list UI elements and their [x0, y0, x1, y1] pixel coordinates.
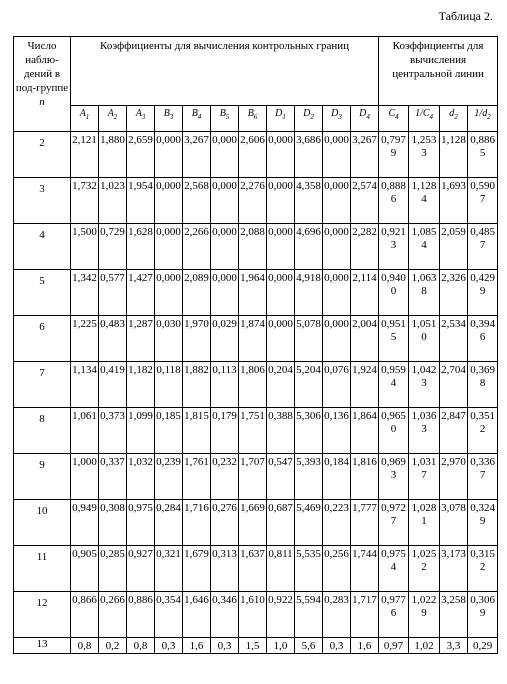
coefficient-cell: 2,089 [183, 270, 211, 316]
coefficient-cell: 1,882 [183, 362, 211, 408]
header-subgroup-symbol: n [39, 96, 45, 108]
coefficient-cell: 2,114 [351, 270, 379, 316]
coefficient-symbol: B [219, 107, 226, 119]
coefficient-cell: 5,078 [295, 316, 323, 362]
coefficient-header [71, 105, 99, 131]
coefficient-cell: 2,121 [71, 132, 99, 178]
coefficient-cell: 1,864 [351, 408, 379, 454]
coefficient-header [267, 105, 295, 131]
subgroup-size-cell: 4 [14, 224, 71, 270]
coefficient-cell: 0,9693 [379, 454, 409, 500]
coefficient-cell: 1,099 [127, 408, 155, 454]
coefficient-subscript: 2 [310, 112, 314, 121]
coefficient-cell: 0,905 [71, 546, 99, 592]
coefficient-cell: 1,646 [183, 592, 211, 638]
coefficient-cell: 0,547 [267, 454, 295, 500]
subgroup-size-cell: 13 [14, 638, 71, 654]
table-row [14, 316, 498, 362]
coefficient-cell: 1,954 [127, 178, 155, 224]
coefficient-cell: 0,113 [211, 362, 239, 408]
coefficient-cell: 1,0363 [409, 408, 440, 454]
subgroup-size-cell: 9 [14, 454, 71, 500]
coefficient-cell: 0,29 [468, 638, 498, 654]
coefficient-cell: 0,3698 [468, 362, 498, 408]
coefficient-cell: 3,267 [351, 132, 379, 178]
coefficient-cell: 1,000 [71, 454, 99, 500]
coefficient-cell: 0,927 [127, 546, 155, 592]
coefficient-cell: 0,3 [323, 638, 351, 654]
coefficient-cell: 0,8 [127, 638, 155, 654]
table-row [14, 454, 498, 500]
table-row [14, 270, 498, 316]
header-subgroup-label: Число наблю-дений в под-группе [15, 40, 69, 94]
coefficient-cell: 0,9594 [379, 362, 409, 408]
coefficient-subscript: 4 [429, 112, 434, 121]
coefficient-cell: 0,354 [155, 592, 183, 638]
coefficient-cell: 0,000 [267, 132, 295, 178]
coefficient-cell: 0,000 [155, 270, 183, 316]
coefficient-symbol: d [449, 107, 455, 119]
coefficient-cell: 1,815 [183, 408, 211, 454]
coefficient-cell: 0,2 [99, 638, 127, 654]
subgroup-size-cell: 6 [14, 316, 71, 362]
coefficient-cell: 3,3 [440, 638, 468, 654]
coefficient-cell: 1,0281 [409, 500, 440, 546]
coefficient-cell: 0,000 [155, 178, 183, 224]
coefficient-cell: 1,061 [71, 408, 99, 454]
header-control-limits: Коэффициенты для вычисления контрольных границ [71, 37, 379, 106]
coefficient-cell: 0,000 [267, 316, 295, 362]
coefficient-subscript: 2 [113, 112, 118, 121]
table-row [14, 592, 498, 638]
coefficient-cell: 0,000 [267, 270, 295, 316]
coefficient-cell: 5,6 [295, 638, 323, 654]
coefficient-cell: 0,8 [71, 638, 99, 654]
coefficient-subscript: 2 [487, 112, 491, 121]
coefficient-cell: 1,342 [71, 270, 99, 316]
coefficient-cell: 2,282 [351, 224, 379, 270]
table-row [14, 362, 498, 408]
coefficient-cell: 0,687 [267, 500, 295, 546]
coefficient-cell: 4,918 [295, 270, 323, 316]
coefficient-cell: 0,232 [211, 454, 239, 500]
coefficient-symbol: A [79, 107, 86, 119]
coefficient-cell: 1,874 [239, 316, 267, 362]
coefficient-cell: 0,346 [211, 592, 239, 638]
coefficient-cell: 0,313 [211, 546, 239, 592]
coefficient-cell: 1,970 [183, 316, 211, 362]
coefficient-header [211, 105, 239, 131]
coefficient-cell: 1,0252 [409, 546, 440, 592]
coefficient-symbols-row [14, 105, 498, 131]
coefficient-symbol: B [191, 107, 198, 119]
coefficient-header [295, 105, 323, 131]
coefficient-cell: 1,0 [267, 638, 295, 654]
coefficient-cell: 1,761 [183, 454, 211, 500]
coefficient-cell: 0,4299 [468, 270, 498, 316]
coefficient-cell: 4,358 [295, 178, 323, 224]
coefficient-cell: 1,628 [127, 224, 155, 270]
table-row [14, 178, 498, 224]
coefficient-subscript: 3 [169, 112, 174, 121]
coefficient-cell: 5,306 [295, 408, 323, 454]
coefficient-cell: 0,419 [99, 362, 127, 408]
coefficient-cell: 1,6 [183, 638, 211, 654]
coefficient-cell: 2,568 [183, 178, 211, 224]
coefficient-cell: 0,256 [323, 546, 351, 592]
coefficient-cell: 0,118 [155, 362, 183, 408]
coefficient-cell: 0,3367 [468, 454, 498, 500]
coefficient-cell: 2,534 [440, 316, 468, 362]
coefficient-cell: 3,258 [440, 592, 468, 638]
coefficient-cell: 0,8865 [468, 132, 498, 178]
coefficient-cell: 1,023 [99, 178, 127, 224]
coefficient-cell: 0,3152 [468, 546, 498, 592]
coefficient-cell: 0,321 [155, 546, 183, 592]
coefficient-cell: 0,239 [155, 454, 183, 500]
coefficient-cell: 5,594 [295, 592, 323, 638]
table-row [14, 224, 498, 270]
coefficient-cell: 0,029 [211, 316, 239, 362]
coefficient-cell: 1,6 [351, 638, 379, 654]
coefficient-header [183, 105, 211, 131]
coefficient-symbol: B [247, 107, 254, 119]
coefficient-cell: 3,267 [183, 132, 211, 178]
coefficient-cell: 2,970 [440, 454, 468, 500]
coefficient-header [468, 105, 498, 131]
coefficient-cell: 1,500 [71, 224, 99, 270]
coefficient-cell: 4,696 [295, 224, 323, 270]
coefficient-cell: 1,0854 [409, 224, 440, 270]
coefficient-cell: 0,308 [99, 500, 127, 546]
coefficient-cell: 0,285 [99, 546, 127, 592]
coefficient-cell: 0,284 [155, 500, 183, 546]
coefficient-cell: 1,1284 [409, 178, 440, 224]
coefficient-cell: 0,000 [323, 178, 351, 224]
coefficient-cell: 1,427 [127, 270, 155, 316]
coefficient-cell: 0,8886 [379, 178, 409, 224]
table-body [14, 132, 498, 654]
coefficient-cell: 2,088 [239, 224, 267, 270]
coefficient-cell: 0,266 [99, 592, 127, 638]
coefficient-cell: 3,078 [440, 500, 468, 546]
coefficient-subscript: 3 [141, 112, 146, 121]
coefficient-cell: 2,004 [351, 316, 379, 362]
coefficient-header [323, 105, 351, 131]
coefficient-cell: 0,283 [323, 592, 351, 638]
coefficient-cell: 0,3946 [468, 316, 498, 362]
subgroup-size-cell: 5 [14, 270, 71, 316]
coefficient-cell: 0,577 [99, 270, 127, 316]
coefficient-cell: 5,535 [295, 546, 323, 592]
coefficient-cell: 0,076 [323, 362, 351, 408]
coefficient-cell: 1,806 [239, 362, 267, 408]
coefficient-cell: 0,223 [323, 500, 351, 546]
coefficient-symbol: D [331, 107, 339, 119]
coefficient-cell: 0,975 [127, 500, 155, 546]
coefficient-cell: 0,030 [155, 316, 183, 362]
coefficient-subscript: 2 [454, 112, 458, 121]
coefficient-cell: 1,744 [351, 546, 379, 592]
coefficient-cell: 1,032 [127, 454, 155, 500]
coefficient-header [351, 105, 379, 131]
coefficient-cell: 0,000 [323, 224, 351, 270]
coefficient-cell: 1,924 [351, 362, 379, 408]
subgroup-size-cell: 2 [14, 132, 71, 178]
coefficient-cell: 0,97 [379, 638, 409, 654]
subgroup-size-cell: 10 [14, 500, 71, 546]
coefficient-subscript: 5 [225, 112, 230, 121]
coefficient-cell: 0,5907 [468, 178, 498, 224]
coefficient-cell: 0,866 [71, 592, 99, 638]
subgroup-size-cell: 11 [14, 546, 71, 592]
coefficient-cell: 1,637 [239, 546, 267, 592]
coefficient-cell: 1,134 [71, 362, 99, 408]
coefficient-cell: 0,000 [155, 132, 183, 178]
coefficient-cell: 2,326 [440, 270, 468, 316]
coefficient-cell: 1,679 [183, 546, 211, 592]
coefficient-header [379, 105, 409, 131]
coefficient-symbol: A [135, 107, 142, 119]
subgroup-size-cell: 8 [14, 408, 71, 454]
coefficient-cell: 1,0317 [409, 454, 440, 500]
coefficient-cell: 0,000 [323, 270, 351, 316]
coefficient-cell: 2,847 [440, 408, 468, 454]
coefficient-subscript: 1 [85, 112, 90, 121]
coefficient-cell: 1,716 [183, 500, 211, 546]
coefficient-cell: 0,9400 [379, 270, 409, 316]
coefficient-subscript: 4 [395, 112, 399, 121]
coefficient-cell: 5,204 [295, 362, 323, 408]
coefficient-cell: 1,0423 [409, 362, 440, 408]
coefficient-cell: 0,949 [71, 500, 99, 546]
coefficient-header [155, 105, 183, 131]
table-caption: Таблица 2. [438, 9, 493, 23]
coefficient-subscript: 3 [338, 112, 342, 121]
coefficient-cell: 1,287 [127, 316, 155, 362]
coefficient-subscript: 1 [282, 112, 286, 121]
coefficient-symbol: D [303, 107, 311, 119]
coefficient-cell: 0,483 [99, 316, 127, 362]
coefficient-cell: 0,204 [267, 362, 295, 408]
coefficient-cell: 1,0229 [409, 592, 440, 638]
coefficient-cell: 0,886 [127, 592, 155, 638]
coefficient-cell: 0,000 [323, 316, 351, 362]
coefficient-cell: 0,729 [99, 224, 127, 270]
coefficient-cell: 5,469 [295, 500, 323, 546]
coefficient-cell: 0,373 [99, 408, 127, 454]
coefficient-cell: 0,3512 [468, 408, 498, 454]
table-row [14, 408, 498, 454]
header-subgroup-size [14, 37, 71, 132]
coefficient-cell: 0,000 [267, 178, 295, 224]
table-row [14, 546, 498, 592]
coefficient-cell: 0,3249 [468, 500, 498, 546]
coefficient-cell: 0,388 [267, 408, 295, 454]
coefficient-cell: 0,3 [155, 638, 183, 654]
coefficient-cell: 1,0510 [409, 316, 440, 362]
coefficient-cell: 0,179 [211, 408, 239, 454]
coefficient-cell: 0,3 [211, 638, 239, 654]
coefficient-symbol: 1/C [415, 107, 430, 119]
coefficient-cell: 0,000 [323, 132, 351, 178]
coefficient-symbol: A [107, 107, 114, 119]
coefficient-cell: 0,922 [267, 592, 295, 638]
coefficient-subscript: 6 [253, 112, 258, 121]
coefficient-cell: 1,669 [239, 500, 267, 546]
coefficient-cell: 0,000 [211, 270, 239, 316]
coefficient-cell: 0,000 [211, 178, 239, 224]
coefficient-symbol: D [359, 107, 367, 119]
coefficient-subscript: 4 [366, 112, 370, 121]
coefficient-cell: 2,276 [239, 178, 267, 224]
coefficient-cell: 2,659 [127, 132, 155, 178]
coefficient-cell: 0,276 [211, 500, 239, 546]
coefficient-subscript: 4 [197, 112, 202, 121]
coefficient-cell: 0,9776 [379, 592, 409, 638]
coefficient-cell: 0,000 [155, 224, 183, 270]
coefficient-cell: 1,707 [239, 454, 267, 500]
coefficient-cell: 1,717 [351, 592, 379, 638]
coefficient-cell: 0,136 [323, 408, 351, 454]
table-row [14, 132, 498, 178]
coefficient-cell: 0,7979 [379, 132, 409, 178]
coefficient-cell: 0,9754 [379, 546, 409, 592]
coefficient-cell: 1,732 [71, 178, 99, 224]
coefficient-cell: 3,173 [440, 546, 468, 592]
table-row [14, 638, 498, 654]
coefficient-cell: 1,128 [440, 132, 468, 178]
coefficient-cell: 2,574 [351, 178, 379, 224]
coefficient-symbol: C [388, 107, 396, 119]
subgroup-size-cell: 7 [14, 362, 71, 408]
coefficient-symbol: B [163, 107, 170, 119]
coefficient-symbol: 1/d [474, 107, 488, 119]
coefficient-cell: 1,777 [351, 500, 379, 546]
coefficient-cell: 0,4857 [468, 224, 498, 270]
coefficient-cell: 2,704 [440, 362, 468, 408]
coefficient-header [99, 105, 127, 131]
coefficient-cell: 0,000 [211, 132, 239, 178]
coefficient-cell: 1,02 [409, 638, 440, 654]
coefficient-symbol: D [275, 107, 283, 119]
coefficient-cell: 1,964 [239, 270, 267, 316]
coefficient-cell: 1,225 [71, 316, 99, 362]
coefficient-cell: 0,000 [267, 224, 295, 270]
coefficient-cell: 0,3069 [468, 592, 498, 638]
header-center-line: Коэффициенты для вычисления центральной линии [379, 37, 498, 106]
coefficient-cell: 0,185 [155, 408, 183, 454]
coefficient-cell: 0,9727 [379, 500, 409, 546]
coefficient-cell: 1,880 [99, 132, 127, 178]
coefficient-cell: 1,751 [239, 408, 267, 454]
coefficient-cell: 0,9650 [379, 408, 409, 454]
coefficient-cell: 3,686 [295, 132, 323, 178]
coefficient-cell: 2,059 [440, 224, 468, 270]
coefficient-header [440, 105, 468, 131]
subgroup-size-cell: 12 [14, 592, 71, 638]
coefficient-cell: 0,337 [99, 454, 127, 500]
coefficient-header [409, 105, 440, 131]
coefficients-table [13, 36, 498, 654]
coefficient-cell: 0,9515 [379, 316, 409, 362]
coefficient-cell: 1,610 [239, 592, 267, 638]
coefficient-cell: 1,182 [127, 362, 155, 408]
coefficient-header [239, 105, 267, 131]
subgroup-size-cell: 3 [14, 178, 71, 224]
coefficient-cell: 0,000 [211, 224, 239, 270]
coefficient-cell: 1,816 [351, 454, 379, 500]
coefficient-cell: 0,811 [267, 546, 295, 592]
coefficient-cell: 2,266 [183, 224, 211, 270]
table-row [14, 500, 498, 546]
coefficient-cell: 0,184 [323, 454, 351, 500]
coefficient-cell: 1,693 [440, 178, 468, 224]
coefficient-cell: 1,5 [239, 638, 267, 654]
coefficient-cell: 5,393 [295, 454, 323, 500]
coefficient-header [127, 105, 155, 131]
coefficient-cell: 0,9213 [379, 224, 409, 270]
coefficient-cell: 2,606 [239, 132, 267, 178]
coefficient-cell: 1,0638 [409, 270, 440, 316]
coefficient-cell: 1,2533 [409, 132, 440, 178]
